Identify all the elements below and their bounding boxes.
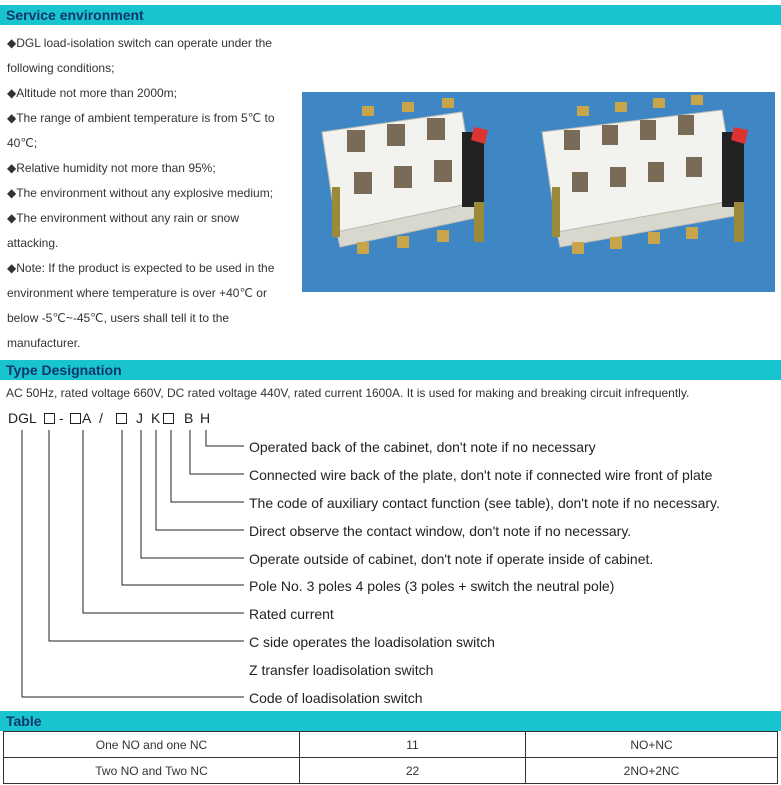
table-cell: 2NO+2NC xyxy=(526,758,778,784)
service-line: 40℃; xyxy=(7,136,38,150)
code-h: H xyxy=(200,410,211,426)
service-environment-heading: Service environment xyxy=(0,5,781,25)
code-slash: / xyxy=(99,410,103,426)
table-cell: NO+NC xyxy=(526,732,778,758)
service-line: attacking. xyxy=(7,236,59,250)
label-pole-no: Pole No. 3 poles 4 poles (3 poles + switch the neutral pole) xyxy=(249,578,615,594)
code-j: J xyxy=(136,410,143,426)
service-line: following conditions; xyxy=(7,61,115,75)
code-a: A xyxy=(82,410,92,426)
label-auxiliary-contact: The code of auxiliary contact function (see table), don't note if no necessary. xyxy=(249,495,720,511)
code-prefix: DGL xyxy=(8,410,37,426)
service-line: ◆The range of ambient temperature is from 5℃ to xyxy=(7,111,275,125)
label-code-of-switch: Code of loadisolation switch xyxy=(249,690,423,706)
service-line: ◆DGL load-isolation switch can operate under the xyxy=(7,36,272,50)
label-operated-back: Operated back of the cabinet, don't note if no necessary xyxy=(249,439,596,455)
code-b: B xyxy=(184,410,194,426)
label-operate-outside: Operate outside of cabinet, don't note if operate inside of cabinet. xyxy=(249,551,654,567)
label-connected-wire: Connected wire back of the plate, don't note if connected wire front of plate xyxy=(249,467,713,483)
service-line: manufacturer. xyxy=(7,336,81,350)
service-line: ◆The environment without any rain or snow xyxy=(7,211,240,225)
service-line: ◆Note: If the product is expected to be used in the xyxy=(7,261,275,275)
service-line: below -5℃~-45℃, users shall tell it to the xyxy=(7,311,230,325)
table-heading: Table xyxy=(0,711,781,731)
table-row xyxy=(4,732,778,758)
table-row xyxy=(4,758,778,784)
auxiliary-contact-table xyxy=(3,731,778,784)
table-cell: 22 xyxy=(300,758,526,784)
label-z-transfer: Z transfer loadisolation switch xyxy=(249,662,434,678)
service-line: ◆The environment without any explosive medium; xyxy=(7,186,274,200)
type-designation-heading: Type Designation xyxy=(0,360,781,380)
type-designation-description: AC 50Hz, rated voltage 660V, DC rated voltage 440V, rated current 1600A. It is used for making and breaking circuit infrequently. xyxy=(6,386,690,400)
label-rated-current: Rated current xyxy=(249,606,334,622)
table-cell: One NO and one NC xyxy=(4,732,300,758)
code-dash: - xyxy=(59,410,64,426)
code-k: K xyxy=(151,410,161,426)
service-line: environment where temperature is over +40℃ or xyxy=(7,286,267,300)
label-c-side: C side operates the loadisolation switch xyxy=(249,634,495,650)
service-line: ◆Relative humidity not more than 95%; xyxy=(7,161,216,175)
table-cell: Two NO and Two NC xyxy=(4,758,300,784)
service-line: ◆Altitude not more than 2000m; xyxy=(7,86,177,100)
label-contact-window: Direct observe the contact window, don't note if no necessary. xyxy=(249,523,632,539)
table-cell: 11 xyxy=(300,732,526,758)
